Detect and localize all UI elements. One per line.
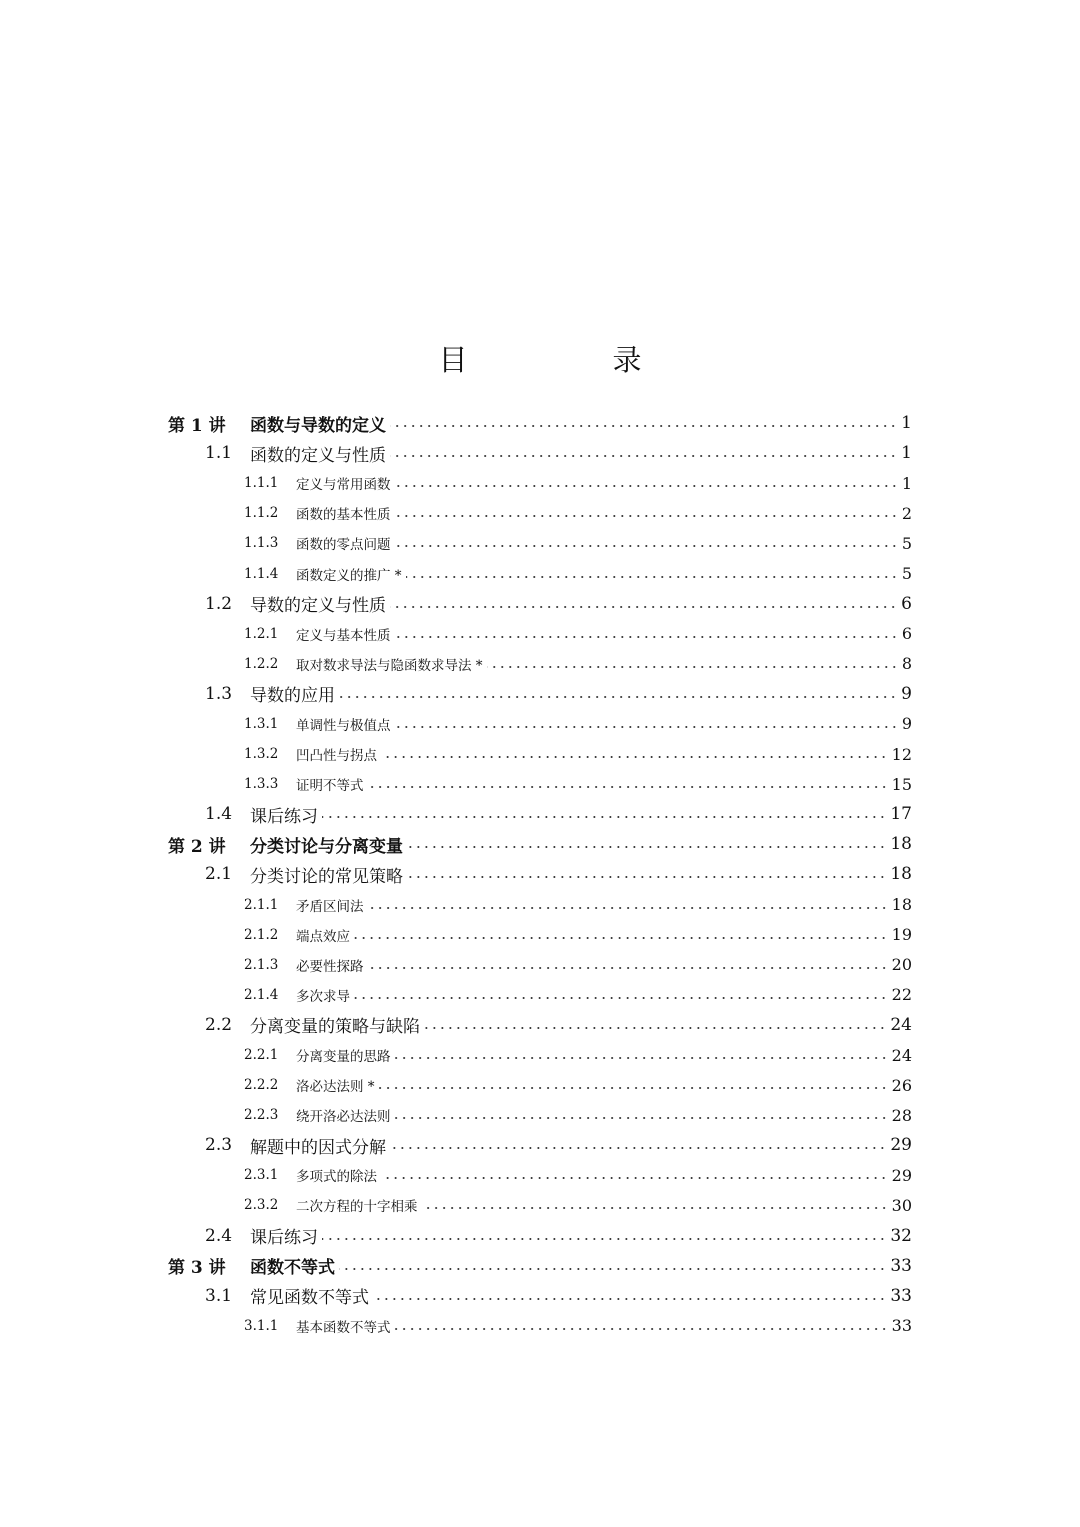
entry-title: 函数定义的推广 *: [296, 567, 402, 584]
entry-page-number: 20: [891, 955, 912, 975]
entry-number: 1.3: [205, 683, 233, 704]
entry-page-number: 8: [901, 654, 912, 674]
entry-page-number: 30: [891, 1195, 912, 1215]
entry-title: 矛盾区间法: [296, 898, 364, 915]
entry-page-number: 22: [891, 985, 912, 1005]
toc-subsection-entry[interactable]: [168, 528, 912, 558]
entry-title: 基本函数不等式: [296, 1319, 391, 1336]
toc-subsection-entry[interactable]: [168, 980, 912, 1010]
entry-page-number: 33: [891, 1316, 912, 1336]
entry-number: 1.1.3: [244, 535, 279, 552]
entry-number: 第 1 讲: [168, 415, 226, 436]
dot-leader: [322, 816, 886, 818]
dot-leader: [390, 455, 897, 457]
entry-number: 1.4: [205, 804, 233, 825]
entry-number: 2.1: [205, 864, 233, 885]
dot-leader: [339, 1268, 886, 1270]
entry-page-number: 15: [891, 774, 912, 794]
entry-number: 1.1: [205, 443, 233, 464]
entry-title: 多项式的除法: [296, 1169, 377, 1186]
entry-title: 证明不等式: [296, 778, 364, 795]
dot-leader: [390, 606, 897, 608]
entry-number: 1.1.4: [244, 565, 279, 582]
entry-page-number: 2: [901, 503, 912, 523]
entry-number: 3.1.1: [244, 1317, 279, 1334]
entry-page-number: 33: [890, 1285, 912, 1306]
dot-leader: [422, 1207, 888, 1209]
dot-leader: [368, 786, 888, 788]
entry-number: 2.1.1: [244, 896, 279, 913]
toc-subsection-entry[interactable]: [168, 920, 912, 950]
entry-title: 取对数求导法与隐函数求导法 *: [296, 657, 483, 674]
entry-page-number: 18: [891, 895, 912, 915]
dot-leader: [395, 1057, 888, 1059]
toc-section-entry[interactable]: [168, 1221, 912, 1251]
dot-leader: [354, 937, 888, 939]
entry-number: 2.3.1: [244, 1167, 279, 1184]
entry-number: 3.1: [205, 1285, 233, 1306]
entry-number: 2.2.2: [244, 1077, 279, 1094]
dot-leader: [390, 1147, 886, 1149]
toc-subsection-entry[interactable]: [168, 468, 912, 498]
entry-title: 二次方程的十字相乘: [296, 1199, 418, 1216]
dot-leader: [395, 636, 898, 638]
dot-leader: [424, 1027, 886, 1029]
entry-page-number: 32: [890, 1225, 912, 1246]
entry-page-number: 1: [901, 413, 912, 434]
dot-leader: [487, 666, 898, 668]
entry-page-number: 29: [891, 1165, 912, 1185]
entry-number: 2.4: [205, 1225, 233, 1246]
entry-title: 必要性探路: [296, 958, 364, 975]
toc-section-entry[interactable]: [168, 1130, 912, 1160]
entry-title: 分离变量的思路: [296, 1049, 391, 1066]
entry-page-number: 9: [901, 714, 912, 734]
toc-section-entry[interactable]: [168, 1281, 912, 1311]
entry-page-number: 33: [890, 1255, 912, 1276]
entry-number: 1.3.2: [244, 746, 279, 763]
entry-number: 2.1.2: [244, 926, 279, 943]
toc-chapter-entry[interactable]: [168, 829, 912, 859]
toc-title: 目 录: [438, 343, 700, 377]
toc-subsection-entry[interactable]: [168, 1190, 912, 1220]
entry-number: 2.2: [205, 1014, 233, 1035]
dot-leader: [395, 1117, 888, 1119]
entry-number: 2.2.3: [244, 1107, 279, 1124]
entry-page-number: 26: [891, 1075, 912, 1095]
entry-title: 定义与常用函数: [296, 477, 391, 494]
entry-page-number: 19: [891, 925, 912, 945]
entry-page-number: 24: [891, 1045, 912, 1065]
toc-subsection-entry[interactable]: [168, 649, 912, 679]
toc-subsection-entry[interactable]: [168, 739, 912, 769]
entry-number: 2.1.3: [244, 956, 279, 973]
entry-title: 函数的基本性质: [296, 507, 391, 524]
toc-subsection-entry[interactable]: [168, 498, 912, 528]
entry-title: 函数与导数的定义: [250, 415, 386, 436]
entry-number: 1.2: [205, 593, 233, 614]
entry-page-number: 17: [890, 804, 912, 825]
entry-number: 1.1.1: [244, 475, 279, 492]
toc-section-entry[interactable]: [168, 589, 912, 619]
entry-title: 分类讨论的常见策略: [250, 866, 403, 887]
toc-subsection-entry[interactable]: [168, 1040, 912, 1070]
toc-chapter-entry[interactable]: [168, 1251, 912, 1281]
dot-leader: [407, 846, 886, 848]
entry-page-number: 18: [890, 864, 912, 885]
toc-section-entry[interactable]: [168, 799, 912, 829]
dot-leader: [395, 515, 898, 517]
toc-subsection-entry[interactable]: [168, 619, 912, 649]
dot-leader: [395, 545, 898, 547]
entry-page-number: 24: [890, 1014, 912, 1035]
entry-title: 洛必达法则 *: [296, 1079, 375, 1096]
entry-title: 函数不等式: [250, 1258, 335, 1279]
entry-title: 常见函数不等式: [250, 1288, 369, 1309]
toc-subsection-entry[interactable]: [168, 1160, 912, 1190]
entry-number: 1.2.1: [244, 625, 279, 642]
dot-leader: [368, 907, 888, 909]
dot-leader: [354, 997, 888, 999]
dot-leader: [381, 756, 888, 758]
entry-title: 凹凸性与拐点: [296, 748, 377, 765]
entry-page-number: 28: [891, 1105, 912, 1125]
toc-subsection-entry[interactable]: [168, 1311, 912, 1341]
entry-title: 定义与基本性质: [296, 627, 391, 644]
entry-title: 函数的零点问题: [296, 537, 391, 554]
entry-number: 2.2.1: [244, 1047, 279, 1064]
dot-leader: [395, 726, 898, 728]
entry-page-number: 5: [901, 533, 912, 553]
toc-subsection-entry[interactable]: [168, 1070, 912, 1100]
dot-leader: [407, 876, 886, 878]
dot-leader: [368, 967, 888, 969]
dot-leader: [381, 1177, 888, 1179]
entry-number: 2.1.4: [244, 986, 279, 1003]
dot-leader: [406, 576, 898, 578]
entry-page-number: 1: [901, 473, 912, 493]
toc-subsection-entry[interactable]: [168, 950, 912, 980]
toc-chapter-entry[interactable]: [168, 408, 912, 438]
entry-number: 1.1.2: [244, 505, 279, 522]
entry-title: 分离变量的策略与缺陷: [250, 1017, 420, 1038]
dot-leader: [395, 1328, 888, 1330]
entry-title: 分类讨论与分离变量: [250, 836, 403, 857]
toc-subsection-entry[interactable]: [168, 558, 912, 588]
entry-number: 1.2.2: [244, 655, 279, 672]
dot-leader: [379, 1087, 888, 1089]
toc-section-entry[interactable]: [168, 859, 912, 889]
dot-leader: [373, 1298, 886, 1300]
dot-leader: [322, 1238, 886, 1240]
entry-page-number: 1: [901, 443, 912, 464]
toc-subsection-entry[interactable]: [168, 890, 912, 920]
entry-title: 课后练习: [250, 806, 318, 827]
toc-subsection-entry[interactable]: [168, 709, 912, 739]
toc-section-entry[interactable]: [168, 1010, 912, 1040]
toc-section-entry[interactable]: [168, 679, 912, 709]
entry-page-number: 6: [901, 593, 912, 614]
table-of-contents: [168, 408, 912, 1341]
toc-section-entry[interactable]: [168, 438, 912, 468]
entry-number: 2.3.2: [244, 1197, 279, 1214]
entry-number: 第 2 讲: [168, 836, 226, 857]
entry-title: 函数的定义与性质: [250, 445, 386, 466]
entry-page-number: 29: [890, 1135, 912, 1156]
entry-title: 导数的定义与性质: [250, 596, 386, 617]
entry-title: 解题中的因式分解: [250, 1137, 386, 1158]
entry-title: 单调性与极值点: [296, 717, 391, 734]
dot-leader: [339, 696, 897, 698]
entry-number: 第 3 讲: [168, 1258, 226, 1279]
entry-title: 课后练习: [250, 1228, 318, 1249]
dot-leader: [390, 425, 897, 427]
entry-number: 1.3.1: [244, 715, 279, 732]
entry-title: 多次求导: [296, 988, 350, 1005]
entry-title: 绕开洛必达法则: [296, 1109, 391, 1126]
entry-number: 1.3.3: [244, 776, 279, 793]
entry-page-number: 18: [890, 834, 912, 855]
entry-page-number: 6: [901, 624, 912, 644]
entry-title: 端点效应: [296, 928, 350, 945]
dot-leader: [395, 485, 898, 487]
toc-subsection-entry[interactable]: [168, 769, 912, 799]
entry-number: 2.3: [205, 1135, 233, 1156]
entry-title: 导数的应用: [250, 686, 335, 707]
toc-subsection-entry[interactable]: [168, 1100, 912, 1130]
entry-page-number: 12: [891, 744, 912, 764]
entry-page-number: 9: [901, 683, 912, 704]
entry-page-number: 5: [901, 564, 912, 584]
